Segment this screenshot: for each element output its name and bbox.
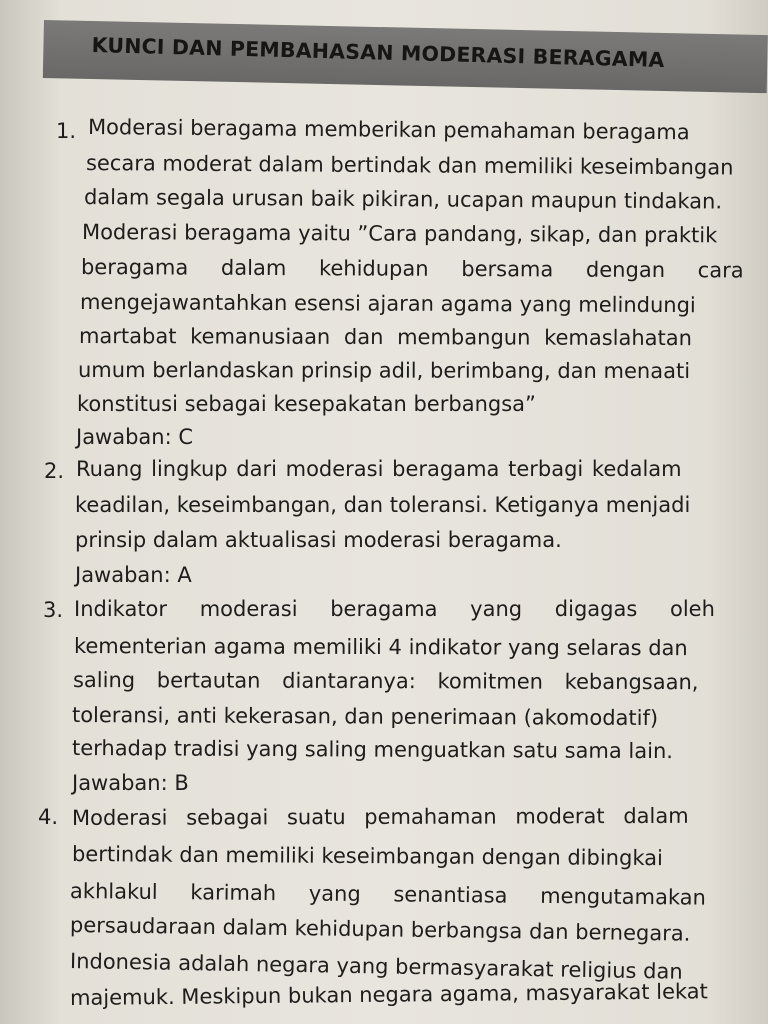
- page-title: KUNCI DAN PEMBAHASAN MODERASI BERAGAMA: [91, 33, 665, 72]
- item-1-line-8: umum berlandaskan prinsip adil, berimbang, dan menaati: [77, 358, 691, 384]
- item-1-line-4: Moderasi beragama yaitu ”Cara pandang, sikap, dan praktik: [81, 220, 718, 248]
- item-4-line-5: Indonesia adalah negara yang bermasyarakat religius dan: [69, 949, 683, 984]
- item-4-number: 4.: [38, 805, 59, 829]
- item-3-line-2: kementerian agama memiliki 4 indikator yang selaras dan: [73, 634, 688, 661]
- item-2-answer: Jawaban: A: [75, 563, 192, 587]
- item-3-line-3: saling bertautan diantaranya: komitmen kebangsaan,: [72, 668, 699, 695]
- item-4-line-2: bertindak dan memiliki keseimbangan dengan dibingkai: [71, 842, 663, 871]
- item-4-line-1: Moderasi sebagai suatu pemahaman moderat dalam: [71, 803, 689, 830]
- item-2-line-3: prinsip dalam aktualisasi moderasi beragama.: [75, 528, 562, 552]
- item-1-number: 1.: [56, 119, 77, 143]
- item-3-line-4: toleransi, anti kekerasan, dan penerimaan (akomodatif): [71, 703, 659, 731]
- item-1-line-6: mengejawantahkan esensi ajaran agama yang melindungi: [79, 290, 696, 318]
- item-1-line-2: secara moderat dalam bertindak dan memiliki keseimbangan: [85, 151, 734, 180]
- item-2-number: 2.: [44, 459, 65, 483]
- item-2-line-1: Ruang lingkup dari moderasi beragama terbagi kedalam: [76, 457, 682, 481]
- item-3-line-1: Indikator moderasi beragama yang digagas oleh: [74, 597, 715, 621]
- item-3-number: 3.: [43, 598, 64, 622]
- item-4-line-4: persaudaraan dalam kehidupan berbangsa dan bernegara.: [69, 913, 691, 946]
- item-1-line-1: Moderasi beragama memberikan pemahaman beragama: [87, 115, 690, 145]
- item-4-line-3: akhlakul karimah yang senantiasa mengutamakan: [69, 879, 707, 910]
- item-1-line-5: beragama dalam kehidupan bersama dengan cara: [80, 255, 744, 283]
- item-4-line-6: majemuk. Meskipun bukan negara agama, masyarakat lekat: [69, 979, 708, 1010]
- item-1-line-7: martabat kemanusiaan dan membangun kemaslahatan: [78, 324, 693, 351]
- item-1-line-3: dalam segala urusan baik pikiran, ucapan maupun tindakan.: [83, 185, 723, 214]
- item-1-answer: Jawaban: C: [76, 425, 194, 449]
- item-3-line-5: terhadap tradisi yang saling menguatkan satu sama lain.: [71, 736, 674, 764]
- item-3-answer: Jawaban: B: [72, 771, 189, 795]
- item-1-line-9: konstitusi sebagai kesepakatan berbangsa”: [77, 392, 536, 416]
- item-2-line-2: keadilan, keseimbangan, dan toleransi. Ketiganya menjadi: [75, 493, 691, 517]
